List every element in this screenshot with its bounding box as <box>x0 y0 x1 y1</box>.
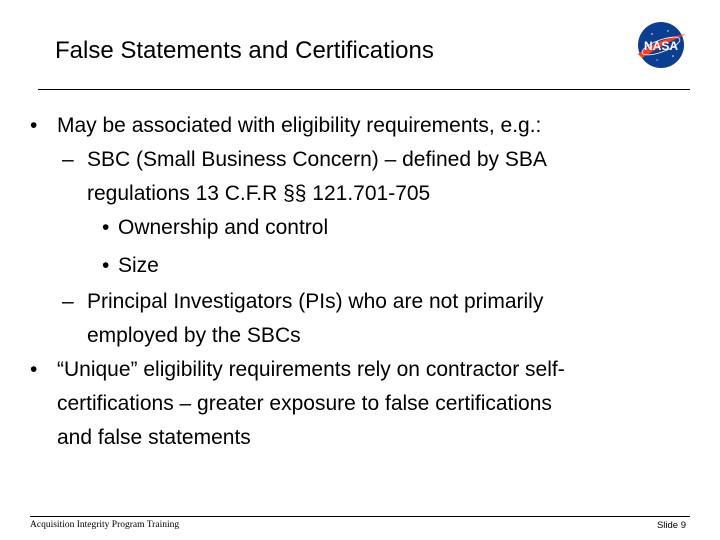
sub-sub-bullet-text: Ownership and control <box>118 216 329 239</box>
bullet-marker: • <box>30 114 38 137</box>
bullet-text: May be associated with eligibility requirements, e.g.: <box>57 114 542 137</box>
bullet-text-continued: and false statements <box>57 426 251 449</box>
sub-bullet-text: SBC (Small Business Concern) – defined by SBA <box>87 148 547 171</box>
footer-divider <box>30 516 690 517</box>
footer-course-title: Acquisition Integrity Program Training <box>30 520 180 530</box>
slide-number: Slide 9 <box>656 520 686 531</box>
sub-sub-bullet-marker: • <box>102 216 110 239</box>
title-divider <box>38 89 690 90</box>
sub-bullet-marker: – <box>62 290 74 313</box>
bullet-text-continued: certifications – greater exposure to false certifications <box>57 392 552 415</box>
nasa-logo <box>632 20 690 70</box>
bullet-marker: • <box>30 358 38 381</box>
sub-bullet-marker: – <box>62 148 74 171</box>
sub-bullet-text-continued: employed by the SBCs <box>87 324 301 347</box>
sub-bullet-text-continued: regulations 13 C.F.R §§ 121.701-705 <box>87 182 431 205</box>
sub-sub-bullet-text: Size <box>118 254 159 277</box>
sub-sub-bullet-marker: • <box>102 254 110 277</box>
bullet-text: “Unique” eligibility requirements rely on contractor self- <box>57 358 565 381</box>
sub-bullet-text: Principal Investigators (PIs) who are not primarily <box>87 290 544 313</box>
nasa-logo-text: NASA <box>643 39 679 53</box>
slide-title: False Statements and Certifications <box>55 37 434 64</box>
